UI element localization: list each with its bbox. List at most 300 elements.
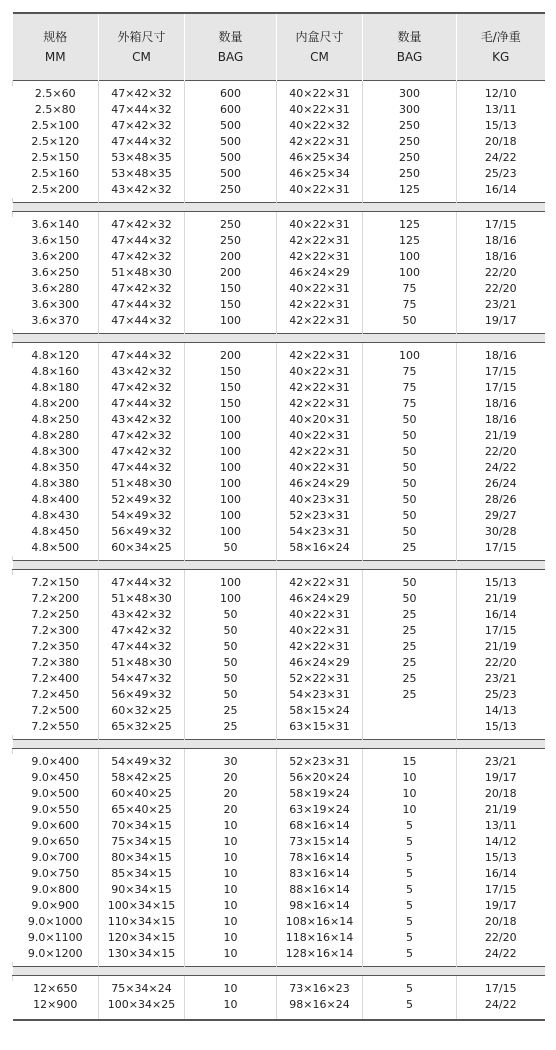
outer-box-cell: 60×40×25 (99, 786, 185, 802)
qty-outer-cell: 10 (185, 818, 277, 834)
qty-inner-cell: 25 (363, 671, 457, 687)
header-weight-unit: KG (492, 50, 510, 64)
table-row (13, 930, 545, 946)
weight-cell: 17/15 (457, 217, 545, 233)
qty-outer-cell: 20 (185, 786, 277, 802)
qty-inner-cell: 5 (363, 914, 457, 930)
outer-box-cell: 80×34×15 (99, 850, 185, 866)
spec-cell: 4.8×500 (31, 541, 80, 554)
outer-box-cell: 90×34×15 (99, 882, 185, 898)
outer-box-cell: 75×34×24 (99, 981, 185, 997)
spec-cell: 9.0×800 (31, 883, 80, 896)
spacer-cell (457, 1013, 545, 1020)
inner-box-cell: 98×16×24 (277, 997, 363, 1013)
table-row (13, 182, 545, 198)
qty-outer-cell: 150 (185, 297, 277, 313)
spacer-cell (363, 1013, 457, 1020)
spec-cell: 3.6×370 (31, 314, 80, 327)
qty-outer-cell: 600 (185, 102, 277, 118)
inner-box-cell: 108×16×14 (277, 914, 363, 930)
weight-cell: 17/15 (457, 882, 545, 898)
qty-inner-cell: 250 (363, 166, 457, 182)
qty-inner-cell: 75 (363, 364, 457, 380)
outer-box-cell: 85×34×15 (99, 866, 185, 882)
weight-cell: 21/19 (457, 639, 545, 655)
table-row (13, 882, 545, 898)
spec-cell: 9.0×550 (31, 803, 80, 816)
qty-inner-cell: 50 (363, 444, 457, 460)
qty-outer-cell: 250 (185, 217, 277, 233)
qty-outer-cell: 50 (185, 639, 277, 655)
outer-box-cell: 47×42×32 (99, 380, 185, 396)
weight-cell: 17/15 (457, 380, 545, 396)
qty-outer-cell: 25 (185, 719, 277, 735)
weight-cell: 12/10 (457, 86, 545, 102)
inner-box-cell: 42×22×31 (277, 249, 363, 265)
table-row (13, 981, 545, 997)
inner-box-cell: 42×22×31 (277, 233, 363, 249)
qty-inner-cell: 250 (363, 150, 457, 166)
weight-cell: 15/13 (457, 118, 545, 134)
spec-cell: 4.8×180 (31, 381, 80, 394)
weight-cell: 18/16 (457, 249, 545, 265)
inner-box-cell: 42×22×31 (277, 639, 363, 655)
qty-outer-cell: 10 (185, 946, 277, 962)
inner-box-cell: 40×22×31 (277, 428, 363, 444)
outer-box-cell: 51×48×30 (99, 655, 185, 671)
table-row (13, 86, 545, 102)
qty-inner-cell: 50 (363, 460, 457, 476)
inner-box-cell: 40×22×31 (277, 623, 363, 639)
weight-cell: 25/23 (457, 166, 545, 182)
weight-cell: 19/17 (457, 898, 545, 914)
spec-cell: 3.6×200 (31, 250, 80, 263)
table-row (13, 134, 545, 150)
qty-outer-cell: 50 (185, 671, 277, 687)
inner-box-cell: 42×22×31 (277, 348, 363, 364)
qty-inner-cell (363, 703, 457, 719)
inner-box-cell: 42×22×31 (277, 297, 363, 313)
qty-outer-cell: 150 (185, 364, 277, 380)
outer-box-cell: 120×34×15 (99, 930, 185, 946)
spec-cell: 7.2×200 (31, 592, 80, 605)
inner-box-cell: 128×16×14 (277, 946, 363, 962)
weight-cell: 29/27 (457, 508, 545, 524)
qty-outer-cell: 20 (185, 802, 277, 818)
qty-inner-cell: 75 (363, 380, 457, 396)
outer-box-cell: 43×42×32 (99, 607, 185, 623)
qty-inner-cell: 300 (363, 102, 457, 118)
qty-outer-cell: 50 (185, 623, 277, 639)
group-separator (13, 561, 545, 570)
qty-inner-cell: 15 (363, 754, 457, 770)
weight-cell: 16/14 (457, 182, 545, 198)
inner-box-cell: 40×20×31 (277, 412, 363, 428)
header-inner-box-unit: CM (310, 50, 329, 64)
qty-outer-cell: 150 (185, 380, 277, 396)
table-row (13, 898, 545, 914)
inner-box-cell: 40×22×31 (277, 217, 363, 233)
qty-outer-cell: 30 (185, 754, 277, 770)
qty-inner-cell: 10 (363, 770, 457, 786)
inner-box-cell: 40×22×31 (277, 607, 363, 623)
spec-cell: 9.0×650 (31, 835, 80, 848)
table-row (13, 428, 545, 444)
weight-cell: 13/11 (457, 818, 545, 834)
spec-cell: 4.8×120 (31, 349, 80, 362)
qty-inner-cell: 50 (363, 492, 457, 508)
qty-outer-cell: 250 (185, 182, 277, 198)
spec-cell: 4.8×380 (31, 477, 80, 490)
header-qty-outer-zh: 数量 (218, 30, 243, 44)
outer-box-cell: 110×34×15 (99, 914, 185, 930)
outer-box-cell: 70×34×15 (99, 818, 185, 834)
spec-cell: 7.2×250 (31, 608, 80, 621)
qty-inner-cell: 50 (363, 476, 457, 492)
separator-band (13, 334, 545, 343)
table-row (13, 118, 545, 134)
spec-cell: 9.0×1100 (27, 931, 83, 944)
table-row (13, 754, 545, 770)
qty-outer-cell: 100 (185, 444, 277, 460)
qty-inner-cell: 25 (363, 623, 457, 639)
qty-inner-cell: 25 (363, 655, 457, 671)
table-row (13, 639, 545, 655)
weight-cell: 26/24 (457, 476, 545, 492)
qty-inner-cell: 5 (363, 898, 457, 914)
weight-cell: 23/21 (457, 671, 545, 687)
outer-box-cell: 56×49×32 (99, 687, 185, 703)
separator-band (13, 561, 545, 570)
qty-outer-cell: 500 (185, 118, 277, 134)
table-row (13, 508, 545, 524)
table-row (13, 607, 545, 623)
weight-cell: 22/20 (457, 655, 545, 671)
spec-cell: 7.2×550 (31, 720, 80, 733)
inner-box-cell: 118×16×14 (277, 930, 363, 946)
spec-cell: 4.8×280 (31, 429, 80, 442)
table-row (13, 671, 545, 687)
spec-cell: 7.2×350 (31, 640, 80, 653)
qty-outer-cell: 500 (185, 150, 277, 166)
inner-box-cell: 40×22×31 (277, 364, 363, 380)
weight-cell: 30/28 (457, 524, 545, 540)
outer-box-cell: 53×48×35 (99, 150, 185, 166)
table-row (13, 348, 545, 364)
outer-box-cell: 54×49×32 (99, 508, 185, 524)
weight-cell: 20/18 (457, 786, 545, 802)
table-row (13, 655, 545, 671)
inner-box-cell: 73×15×14 (277, 834, 363, 850)
qty-outer-cell: 200 (185, 249, 277, 265)
header-spec-zh: 规格 (43, 30, 68, 44)
qty-outer-cell: 100 (185, 575, 277, 591)
outer-box-cell: 47×42×32 (99, 623, 185, 639)
outer-box-cell: 75×34×15 (99, 834, 185, 850)
spec-cell: 9.0×450 (31, 771, 80, 784)
weight-cell: 22/20 (457, 444, 545, 460)
qty-outer-cell: 10 (185, 914, 277, 930)
inner-box-cell: 46×24×29 (277, 655, 363, 671)
weight-cell: 28/26 (457, 492, 545, 508)
table-row (13, 150, 545, 166)
weight-cell: 16/14 (457, 607, 545, 623)
qty-inner-cell: 10 (363, 786, 457, 802)
table-row (13, 914, 545, 930)
table-row (13, 591, 545, 607)
spec-cell: 2.5×160 (31, 167, 80, 180)
header-weight (457, 13, 545, 81)
qty-inner-cell: 50 (363, 591, 457, 607)
qty-outer-cell: 200 (185, 265, 277, 281)
inner-box-cell: 54×23×31 (277, 524, 363, 540)
weight-cell: 15/13 (457, 719, 545, 735)
table-row (13, 166, 545, 182)
header-inner-box (277, 13, 363, 81)
qty-inner-cell: 75 (363, 297, 457, 313)
spec-cell: 9.0×600 (31, 819, 80, 832)
inner-box-cell: 42×22×31 (277, 134, 363, 150)
weight-cell: 25/23 (457, 687, 545, 703)
spec-cell: 3.6×280 (31, 282, 80, 295)
outer-box-cell: 47×44×32 (99, 313, 185, 329)
spec-cell: 2.5×60 (34, 87, 76, 100)
spec-cell: 9.0×500 (31, 787, 80, 800)
qty-outer-cell: 100 (185, 476, 277, 492)
inner-box-cell: 40×22×31 (277, 102, 363, 118)
spec-cell: 7.2×150 (31, 576, 80, 589)
spec-cell: 7.2×300 (31, 624, 80, 637)
inner-box-cell: 42×22×31 (277, 396, 363, 412)
table-row (13, 850, 545, 866)
qty-inner-cell: 125 (363, 233, 457, 249)
header-outer-box-unit: CM (132, 50, 151, 64)
header-inner-box-zh: 内盒尺寸 (295, 30, 344, 44)
separator-band (13, 967, 545, 976)
outer-box-cell: 51×48×30 (99, 265, 185, 281)
outer-box-cell: 43×42×32 (99, 412, 185, 428)
outer-box-cell: 47×44×32 (99, 297, 185, 313)
spec-cell: 4.8×200 (31, 397, 80, 410)
qty-inner-cell (363, 719, 457, 735)
table-row (13, 770, 545, 786)
group-separator (13, 203, 545, 212)
qty-outer-cell: 10 (185, 850, 277, 866)
inner-box-cell: 46×24×29 (277, 591, 363, 607)
weight-cell: 19/17 (457, 313, 545, 329)
qty-inner-cell: 250 (363, 118, 457, 134)
inner-box-cell: 52×23×31 (277, 508, 363, 524)
inner-box-cell: 98×16×14 (277, 898, 363, 914)
inner-box-cell: 83×16×14 (277, 866, 363, 882)
qty-outer-cell: 100 (185, 412, 277, 428)
inner-box-cell: 40×22×31 (277, 281, 363, 297)
qty-outer-cell: 10 (185, 882, 277, 898)
header-outer-box (99, 13, 185, 81)
spec-cell: 2.5×80 (34, 103, 76, 116)
qty-outer-cell: 100 (185, 591, 277, 607)
outer-box-cell: 100×34×15 (99, 898, 185, 914)
qty-inner-cell: 100 (363, 265, 457, 281)
weight-cell: 18/16 (457, 233, 545, 249)
inner-box-cell: 58×16×24 (277, 540, 363, 556)
outer-box-cell: 47×42×32 (99, 249, 185, 265)
spec-cell: 4.8×430 (31, 509, 80, 522)
qty-inner-cell: 125 (363, 217, 457, 233)
outer-box-cell: 47×42×32 (99, 118, 185, 134)
qty-outer-cell: 50 (185, 540, 277, 556)
weight-cell: 22/20 (457, 281, 545, 297)
spec-cell: 2.5×100 (31, 119, 80, 132)
inner-box-cell: 63×15×31 (277, 719, 363, 735)
qty-inner-cell: 5 (363, 818, 457, 834)
header-spec-unit: MM (44, 50, 66, 64)
spec-cell: 4.8×450 (31, 525, 80, 538)
inner-box-cell: 58×19×24 (277, 786, 363, 802)
table-row (13, 575, 545, 591)
table-row (13, 233, 545, 249)
qty-inner-cell: 100 (363, 348, 457, 364)
qty-outer-cell: 20 (185, 770, 277, 786)
spec-cell: 3.6×150 (31, 234, 80, 247)
inner-box-cell: 58×15×24 (277, 703, 363, 719)
qty-inner-cell: 25 (363, 607, 457, 623)
spacer-cell (277, 1013, 363, 1020)
inner-box-cell: 56×20×24 (277, 770, 363, 786)
weight-cell: 17/15 (457, 364, 545, 380)
header-spec (13, 13, 99, 81)
table-row (13, 364, 545, 380)
outer-box-cell: 60×34×25 (99, 540, 185, 556)
table-body (13, 81, 545, 1021)
spec-cell: 2.5×120 (31, 135, 80, 148)
weight-cell: 15/13 (457, 850, 545, 866)
qty-outer-cell: 50 (185, 607, 277, 623)
spec-cell: 3.6×300 (31, 298, 80, 311)
outer-box-cell: 51×48×30 (99, 476, 185, 492)
qty-inner-cell: 5 (363, 930, 457, 946)
outer-box-cell: 47×44×32 (99, 396, 185, 412)
spacer-cell (185, 1013, 277, 1020)
qty-inner-cell: 25 (363, 687, 457, 703)
qty-inner-cell: 25 (363, 639, 457, 655)
outer-box-cell: 43×42×32 (99, 182, 185, 198)
table-row (13, 703, 545, 719)
table-row (13, 380, 545, 396)
qty-outer-cell: 100 (185, 428, 277, 444)
weight-cell: 21/19 (457, 591, 545, 607)
group-separator (13, 740, 545, 749)
table-row (13, 412, 545, 428)
spec-cell: 12×900 (33, 998, 78, 1011)
group-bottom-spacer (13, 1013, 545, 1020)
inner-box-cell: 68×16×14 (277, 818, 363, 834)
weight-cell: 21/19 (457, 428, 545, 444)
table-row (13, 444, 545, 460)
spec-cell: 9.0×900 (31, 899, 80, 912)
header-weight-zh: 毛/净重 (480, 30, 521, 44)
weight-cell: 22/20 (457, 265, 545, 281)
qty-inner-cell: 125 (363, 182, 457, 198)
outer-box-cell: 54×47×32 (99, 671, 185, 687)
weight-cell: 20/18 (457, 914, 545, 930)
inner-box-cell: 88×16×14 (277, 882, 363, 898)
inner-box-cell: 46×25×34 (277, 150, 363, 166)
outer-box-cell: 47×44×32 (99, 639, 185, 655)
spec-cell: 9.0×750 (31, 867, 80, 880)
table-row (13, 687, 545, 703)
outer-box-cell: 47×42×32 (99, 428, 185, 444)
weight-cell: 16/14 (457, 866, 545, 882)
outer-box-cell: 47×42×32 (99, 86, 185, 102)
inner-box-cell: 46×24×29 (277, 265, 363, 281)
spec-cell: 2.5×150 (31, 151, 80, 164)
outer-box-cell: 58×42×25 (99, 770, 185, 786)
qty-outer-cell: 600 (185, 86, 277, 102)
table-row (13, 476, 545, 492)
header-qty-outer (185, 13, 277, 81)
outer-box-cell: 54×49×32 (99, 754, 185, 770)
table-row (13, 786, 545, 802)
spec-cell: 9.0×700 (31, 851, 80, 864)
outer-box-cell: 53×48×35 (99, 166, 185, 182)
spec-cell: 7.2×450 (31, 688, 80, 701)
outer-box-cell: 65×32×25 (99, 719, 185, 735)
separator-band (13, 203, 545, 212)
table-row (13, 297, 545, 313)
table-row (13, 623, 545, 639)
inner-box-cell: 46×24×29 (277, 476, 363, 492)
spec-cell: 4.8×350 (31, 461, 80, 474)
table-row (13, 834, 545, 850)
weight-cell: 15/13 (457, 575, 545, 591)
qty-inner-cell: 50 (363, 313, 457, 329)
inner-box-cell: 78×16×14 (277, 850, 363, 866)
qty-inner-cell: 10 (363, 802, 457, 818)
spec-cell: 7.2×500 (31, 704, 80, 717)
inner-box-cell: 54×23×31 (277, 687, 363, 703)
qty-outer-cell: 10 (185, 866, 277, 882)
weight-cell: 18/16 (457, 412, 545, 428)
table-row (13, 866, 545, 882)
spec-cell: 7.2×380 (31, 656, 80, 669)
qty-outer-cell: 10 (185, 997, 277, 1013)
spacer-cell (13, 1013, 99, 1020)
spec-cell: 7.2×400 (31, 672, 80, 685)
table-row (13, 460, 545, 476)
inner-box-cell: 40×22×31 (277, 460, 363, 476)
outer-box-cell: 43×42×32 (99, 364, 185, 380)
qty-inner-cell: 25 (363, 540, 457, 556)
outer-box-cell: 65×40×25 (99, 802, 185, 818)
table-row (13, 102, 545, 118)
table-row (13, 524, 545, 540)
qty-outer-cell: 200 (185, 348, 277, 364)
qty-inner-cell: 5 (363, 850, 457, 866)
header-qty-inner (363, 13, 457, 81)
spec-cell: 3.6×140 (31, 218, 80, 231)
qty-inner-cell: 250 (363, 134, 457, 150)
table-row (13, 265, 545, 281)
table-row (13, 313, 545, 329)
table-row (13, 249, 545, 265)
qty-outer-cell: 10 (185, 981, 277, 997)
qty-inner-cell: 75 (363, 396, 457, 412)
spec-cell: 2.5×200 (31, 183, 80, 196)
inner-box-cell: 40×23×31 (277, 492, 363, 508)
qty-inner-cell: 5 (363, 866, 457, 882)
qty-inner-cell: 50 (363, 524, 457, 540)
